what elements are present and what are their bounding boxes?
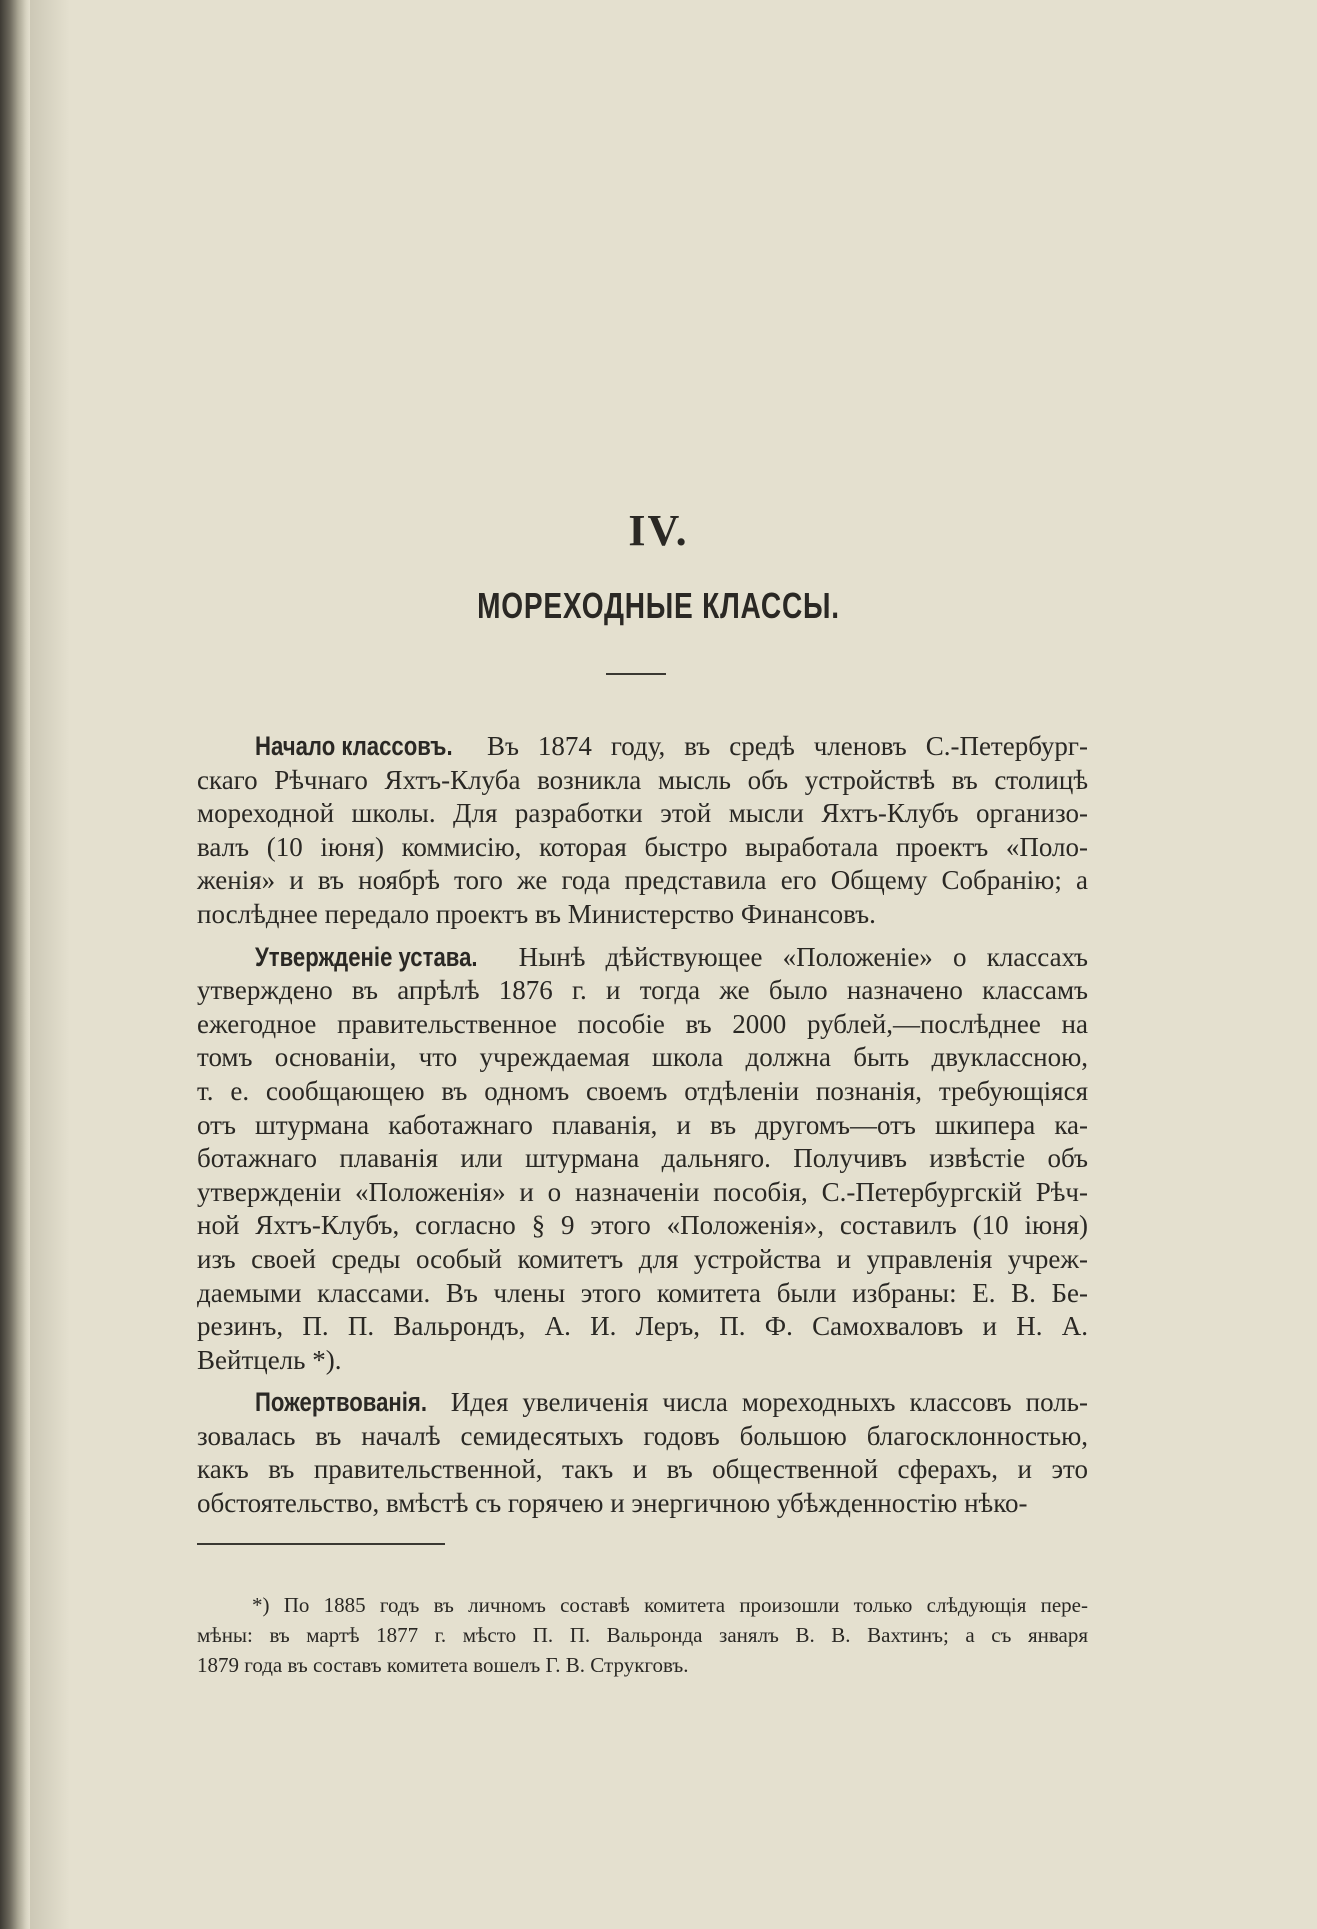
paragraph <box>197 941 1088 1378</box>
text-line <box>197 764 1088 798</box>
section-heading: Начало классовъ. <box>255 731 453 761</box>
text-line <box>197 1008 1088 1042</box>
line-text: Нынѣ дѣйствующее «Положеніе» о классахъ <box>518 941 1088 972</box>
line-text: мореходной школы. Для разработки этой мысли Яхтъ-Клубъ организо- <box>197 798 1088 829</box>
section-heading: Утвержденіе устава. <box>255 941 478 972</box>
line-text: резинъ, П. П. Вальрондъ, А. И. Леръ, П. Ф. Самохваловъ и Н. А. <box>197 1311 1088 1342</box>
paragraph <box>197 1386 1088 1520</box>
line-text: утверждено въ апрѣлѣ 1876 г. и тогда же было назначено классамъ <box>197 975 1088 1006</box>
line-text: т. е. сообщающею въ одномъ своемъ отдѣленіи познанія, требующіяся <box>197 1075 1088 1106</box>
line-text: утвержденіи «Положенія» и о назначеніи пособія, С.-Петербургскій Рѣч- <box>197 1176 1088 1207</box>
line-text: скаго Рѣчнаго Яхтъ-Клуба возникла мысль объ устройствѣ въ столицѣ <box>197 764 1088 795</box>
text-line <box>197 730 1088 764</box>
text-line <box>197 1310 1088 1344</box>
line-text: какъ въ правительственной, такъ и въ общественной сферахъ, и это <box>197 1454 1088 1485</box>
section-heading: Пожертвованія. <box>255 1387 428 1418</box>
text-line <box>197 1142 1088 1176</box>
text-line <box>197 1420 1088 1454</box>
line-text: томъ основаніи, что учреждаемая школа должна быть двуклассною, <box>197 1042 1088 1073</box>
line-text: отъ штурмана каботажнаго плаванія, и въ другомъ—отъ шкипера ка- <box>197 1109 1088 1140</box>
text-line <box>197 864 1088 898</box>
body-text <box>197 730 1088 1521</box>
line-text: женія» и въ ноябрѣ того же года представила его Общему Собранію; а <box>197 865 1088 896</box>
footnote-line: *) По 1885 годъ въ личномъ составѣ комитета произошли только слѣдующія пере- <box>252 1593 1088 1617</box>
line-text: Въ 1874 году, въ средѣ членовъ С.-Петербург- <box>486 731 1088 761</box>
line-text: зовалась въ началѣ семидесятыхъ годовъ большою благосклонностью, <box>197 1420 1088 1451</box>
text-line <box>197 831 1088 865</box>
line-text: обстоятельство, вмѣстѣ съ горячею и энергичною убѣжденностію нѣко- <box>197 1488 1028 1519</box>
chapter-title: МОРЕХОДНЫЕ КЛАССЫ. <box>477 585 840 626</box>
line-text: Идея увеличенія числа мореходныхъ классовъ поль- <box>450 1387 1088 1418</box>
footnote-line: 1879 года въ составъ комитета вошелъ Г. В. Струкговъ. <box>197 1653 689 1677</box>
text-line <box>197 1487 1088 1521</box>
footnote <box>197 1590 1088 1680</box>
text-line <box>197 1176 1088 1210</box>
footnote-line: мѣны: въ мартѣ 1877 г. мѣсто П. П. Вальронда занялъ В. В. Вахтинъ; а съ января <box>197 1623 1088 1647</box>
text-line <box>197 1243 1088 1277</box>
text-line <box>197 1041 1088 1075</box>
line-text: Вейтцель *). <box>197 1344 342 1375</box>
text-line <box>197 1209 1088 1243</box>
text-line <box>197 898 1088 932</box>
text-line <box>197 941 1088 975</box>
chapter-number: IV. <box>628 506 689 555</box>
line-text: даемыми классами. Въ члены этого комитета были избраны: Е. В. Бе- <box>197 1277 1088 1308</box>
text-line <box>197 1453 1088 1487</box>
book-binding-edge <box>0 0 30 1929</box>
line-text: послѣднее передало проектъ въ Министерство Финансовъ. <box>197 898 876 929</box>
text-line <box>197 1109 1088 1143</box>
text-line <box>197 1075 1088 1109</box>
line-text: валъ (10 іюня) коммисію, которая быстро выработала проектъ «Поло- <box>197 831 1088 862</box>
gutter-shadow <box>30 0 70 1929</box>
text-line <box>197 974 1088 1008</box>
line-text: изъ своей среды особый комитетъ для устройства и управленія учреж- <box>197 1243 1088 1274</box>
text-line <box>197 1386 1088 1420</box>
line-text: ной Яхтъ-Клубъ, согласно § 9 этого «Положенія», составилъ (10 іюня) <box>197 1210 1088 1241</box>
line-text: ботажнаго плаванія или штурмана дальняго. Получивъ извѣстіе объ <box>197 1143 1088 1174</box>
paragraph <box>197 730 1088 932</box>
title-divider <box>606 673 666 675</box>
line-text: ежегодное правительственное пособіе въ 2000 рублей,—послѣднее на <box>197 1008 1088 1039</box>
footnote-divider <box>197 1543 445 1545</box>
text-line <box>197 1277 1088 1311</box>
text-line <box>197 797 1088 831</box>
text-line <box>197 1344 1088 1378</box>
